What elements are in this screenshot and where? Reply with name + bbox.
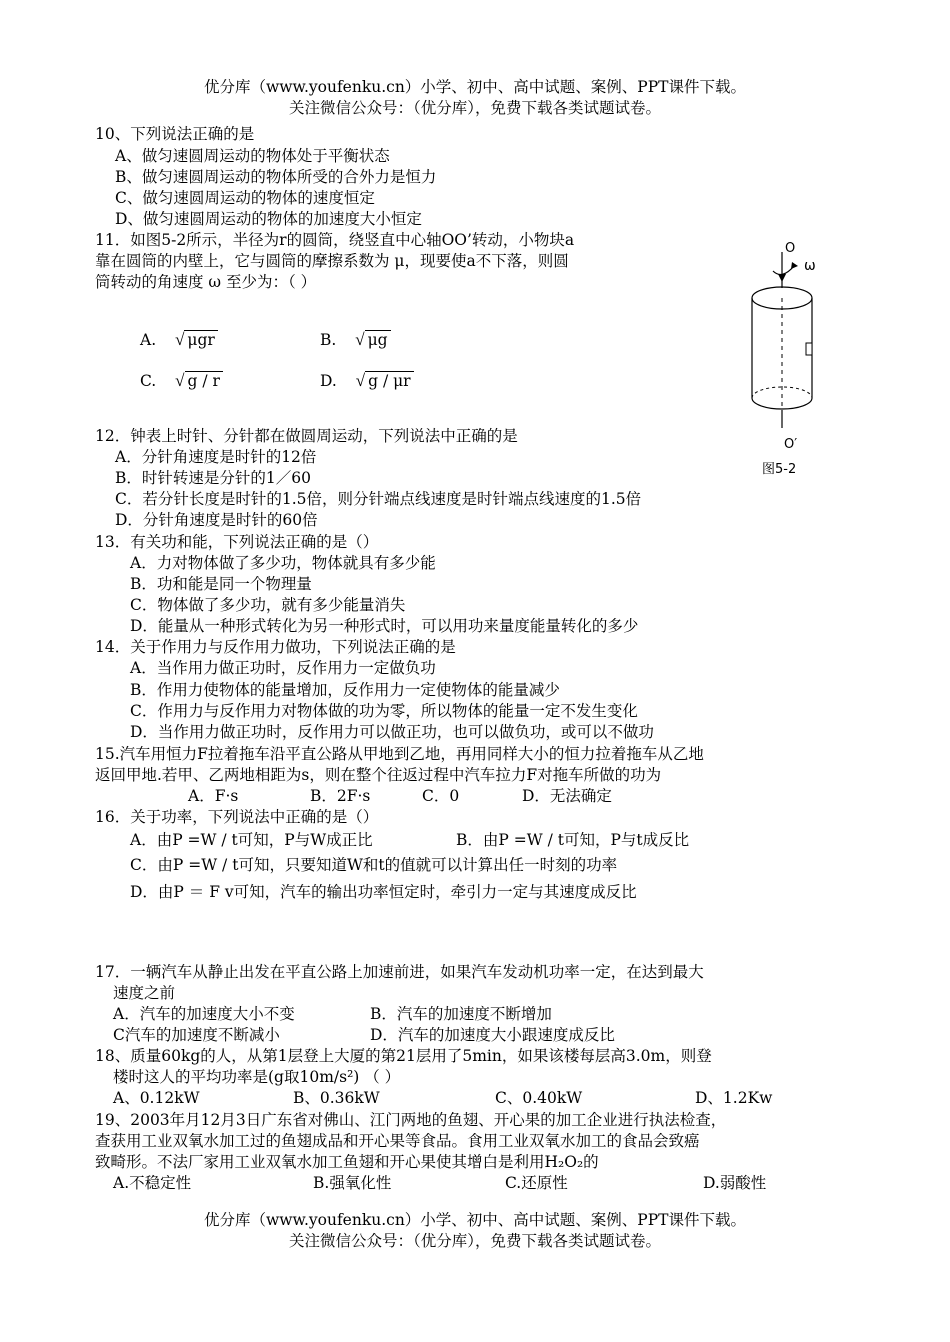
q10-stem: 10、下列说法正确的是 [95, 125, 255, 143]
q12-option-d: D．分针角速度是时针的60倍 [115, 511, 318, 529]
q12-option-c: C．若分针长度是时针的1.5倍，则分针端点线速度是时针端点线速度的1.5倍 [115, 490, 642, 508]
q16-stem: 16．关于功率，下列说法中正确的是（） [95, 808, 379, 826]
q11-option-d-radicand: g / μr [365, 371, 413, 390]
q19-option-a: A.不稳定性 [113, 1174, 192, 1192]
figure-caption: 图5-2 [762, 462, 797, 477]
q11-option-b-label: B. [320, 331, 337, 349]
q11-option-a-radicand: μgr [184, 330, 217, 349]
q11-option-b-radicand: μg [365, 330, 391, 349]
q11-option-a: A. √ μgr [140, 330, 218, 350]
q13-stem: 13．有关功和能，下列说法正确的是（） [95, 533, 379, 551]
q12-option-b: B．时针转速是分针的1／60 [115, 469, 311, 487]
q11-line-3: 筒转动的角速度 ω 至少为：（ ） [95, 273, 317, 291]
block-a [806, 343, 812, 355]
q15-option-b: B．2F·s [310, 787, 371, 805]
q10-option-b: B、做匀速圆周运动的物体所受的合外力是恒力 [115, 168, 437, 186]
q18-option-a: A、0.12kW [113, 1089, 200, 1107]
q18-option-d: D、1.2Kw [695, 1089, 773, 1107]
q17-option-c: C汽车的加速度不断减小 [113, 1026, 280, 1044]
q18-line-2: 楼时这人的平均功率是(g取10m/s²) （ ） [113, 1068, 401, 1086]
q14-option-d: D．当作用力做正功时，反作用力可以做正功，也可以做负功，或可以不做功 [130, 723, 654, 741]
q17-line-1: 17．一辆汽车从静止出发在平直公路上加速前进，如果汽车发动机功率一定，在达到最大 [95, 963, 704, 981]
q17-line-2: 速度之前 [113, 984, 176, 1002]
q18-option-b: B、0.36kW [293, 1089, 380, 1107]
rotation-arrow-icon [773, 266, 794, 275]
q17-option-a: A．汽车的加速度大小不变 [113, 1005, 295, 1023]
q12-option-a: A．分针角速度是时针的12倍 [115, 448, 317, 466]
q11-line-2: 靠在圆筒的内壁上，它与圆筒的摩擦系数为 μ，现要使a不下落，则圆 [95, 252, 569, 270]
q13-option-c: C．物体做了多少功，就有多少能量消失 [130, 596, 406, 614]
q10-option-d: D、做匀速圆周运动的物体的加速度大小恒定 [115, 210, 422, 228]
q12-stem: 12．钟表上时针、分针都在做圆周运动，下列说法中正确的是 [95, 427, 518, 445]
q17-option-b: B．汽车的加速度不断增加 [370, 1005, 552, 1023]
q11-option-a-label: A. [140, 331, 157, 349]
q11-option-c: C. √ g / r [140, 371, 223, 391]
q19-line-3: 致畸形。不法厂家用工业双氧水加工鱼翅和开心果使其增白是利用H₂O₂的 [95, 1153, 599, 1171]
q15-option-d: D．无法确定 [522, 787, 612, 805]
q17-option-d: D．汽车的加速度大小跟速度成反比 [370, 1026, 615, 1044]
q13-option-b: B．功和能是同一个物理量 [130, 575, 312, 593]
q15-option-c: C．0 [422, 787, 460, 805]
cylinder-figure [740, 238, 840, 480]
q18-line-1: 18、质量60kg的人，从第1层登上大厦的第21层用了5min，如果该楼每层高3.0m，则登 [95, 1047, 712, 1065]
q14-stem: 14．关于作用力与反作用力做功，下列说法正确的是 [95, 638, 456, 656]
q11-option-d-label: D. [320, 372, 337, 390]
q18-option-c: C、0.40kW [495, 1089, 583, 1107]
q16-option-c: C．由P =W / t可知，只要知道W和t的值就可以计算出任一时刻的功率 [130, 856, 618, 874]
q16-option-b: B．由P =W / t可知，P与t成反比 [456, 831, 690, 849]
q13-option-a: A．力对物体做了多少功，物体就具有多少能 [130, 554, 436, 572]
q19-option-d: D.弱酸性 [703, 1174, 767, 1192]
q19-line-2: 查获用工业双氧水加工过的鱼翅成品和开心果等食品。食用工业双氧水加工的食品会致癌 [95, 1132, 700, 1150]
q16-option-d: D．由P ＝ F v可知，汽车的输出功率恒定时，牵引力一定与其速度成反比 [130, 883, 637, 901]
q11-line-1: 11．如图5-2所示，半径为r的圆筒，绕竖直中心轴OO’转动，小物块a [95, 231, 575, 249]
footer-line-1: 优分库（www.youfenku.cn）小学、初中、高中试题、案例、PPT课件下载。 [203, 1211, 747, 1229]
q14-option-a: A．当作用力做正功时，反作用力一定做负功 [130, 659, 436, 677]
q11-option-c-radicand: g / r [185, 371, 223, 390]
omega-label: ω [804, 258, 816, 274]
q19-option-c: C.还原性 [505, 1174, 568, 1192]
q15-line-2: 返回甲地.若甲、乙两地相距为s，则在整个往返过程中汽车拉力F对拖车所做的功为 [95, 766, 662, 784]
q19-option-b: B.强氧化性 [313, 1174, 392, 1192]
q19-line-1: 19、2003年月12月3日广东省对佛山、江门两地的鱼翅、开心果的加工企业进行执法检查， [95, 1111, 727, 1129]
axis-bottom-label: O′ [784, 437, 798, 452]
q11-option-b: B. √ μg [320, 330, 391, 350]
q10-option-a: A、做匀速圆周运动的物体处于平衡状态 [115, 147, 390, 165]
header-line-2: 关注微信公众号：（优分库），免费下载各类试题试卷。 [288, 99, 661, 117]
q10-option-c: C、做匀速圆周运动的物体的速度恒定 [115, 189, 375, 207]
footer-line-2: 关注微信公众号：（优分库），免费下载各类试题试卷。 [288, 1232, 661, 1250]
q13-option-d: D．能量从一种形式转化为另一种形式时，可以用功来量度能量转化的多少 [130, 617, 639, 635]
q11-option-d: D. √ g / μr [320, 371, 414, 391]
axis-top-label: O [785, 241, 796, 256]
rotation-arrowhead-icon [791, 262, 798, 269]
q14-option-b: B．作用力使物体的能量增加，反作用力一定使物体的能量减少 [130, 681, 560, 699]
header-line-1: 优分库（www.youfenku.cn）小学、初中、高中试题、案例、PPT课件下载。 [203, 78, 747, 96]
q15-line-1: 15.汽车用恒力F拉着拖车沿平直公路从甲地到乙地，再用同样大小的恒力拉着拖车从乙地 [95, 745, 704, 763]
q16-option-a: A．由P =W / t可知，P与W成正比 [130, 831, 373, 849]
q15-option-a: A．F·s [188, 787, 239, 805]
axis-arrow-icon [778, 274, 786, 282]
q11-option-c-label: C. [140, 372, 157, 390]
q14-option-c: C．作用力与反作用力对物体做的功为零，所以物体的能量一定不发生变化 [130, 702, 638, 720]
